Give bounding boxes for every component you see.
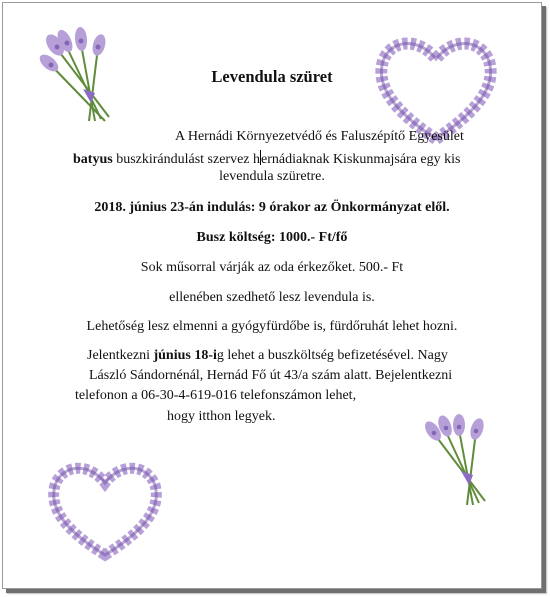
program-line-2: ellenében szedhető lesz levendula is.: [169, 290, 375, 305]
signup-line-2: László Sándornénál, Hernád Fő út 43/a szám alatt. Bejelentkezni: [89, 368, 453, 383]
departure-info: 2018. június 23-án indulás: 9 órakor az Önkormányzat elől.: [94, 200, 450, 215]
cost-info: Busz költség: 1000.- Ft/fő: [196, 230, 348, 245]
document-page: [2, 2, 542, 589]
intro-line-2: [73, 150, 460, 168]
intro-line-3: levendula szüretre.: [219, 169, 325, 184]
signup-text-a: Jelentkezni: [87, 348, 154, 363]
signup-deadline: június 18-i: [153, 348, 217, 363]
page-title: Levendula szüret: [211, 67, 333, 86]
program-line-1: Sok műsorral várják az oda érkezőket. 500.- Ft: [140, 260, 404, 275]
signup-text-b: g lehet a buszköltség befizetésével. Nagy: [216, 348, 448, 363]
signup-line-4: hogy itthon legyek.: [167, 409, 276, 424]
spa-info: Lehetőség lesz elmenni a gyógyfürdőbe is, fürdőruhát lehet hozni.: [86, 319, 458, 334]
intro-bold: batyus: [73, 152, 113, 167]
intro-line-1: A Hernádi Környezetvédő és Faluszépítő Egyesület: [175, 129, 464, 144]
intro-text-a: buszkirándulást szervez h: [112, 152, 261, 167]
signup-line-3: telefonon a 06-30-4-619-016 telefonszámon lehet,: [75, 388, 357, 403]
document-body: [3, 3, 541, 588]
intro-text-b: ernádiaknak Kiskunmajsára egy kis: [261, 152, 461, 167]
signup-line-1: [87, 348, 448, 364]
